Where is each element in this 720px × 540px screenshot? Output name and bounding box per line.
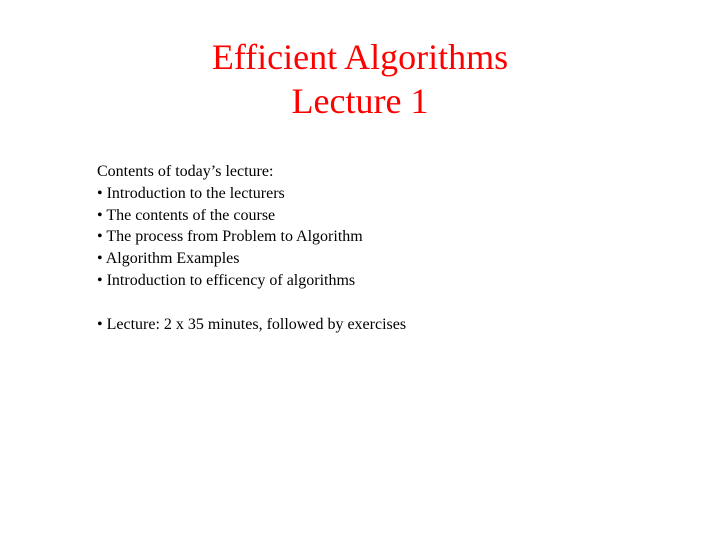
bullet-item: • Introduction to the lecturers	[97, 184, 285, 202]
bullet-item: • Algorithm Examples	[97, 250, 240, 268]
slide-body	[97, 161, 657, 335]
spacer	[97, 292, 657, 314]
lecture-note: • Lecture: 2 x 35 minutes, followed by exercises	[97, 315, 407, 333]
title-line-1: Efficient Algorithms	[211, 37, 509, 77]
title-line-2: Lecture 1	[291, 81, 429, 121]
bullet-item: • Introduction to efficency of algorithms	[97, 271, 356, 289]
slide-title	[0, 35, 720, 123]
bullet-item: • The contents of the course	[97, 206, 276, 224]
bullet-item: • The process from Problem to Algorithm	[97, 228, 363, 246]
contents-heading: Contents of today’s lecture:	[97, 163, 274, 180]
